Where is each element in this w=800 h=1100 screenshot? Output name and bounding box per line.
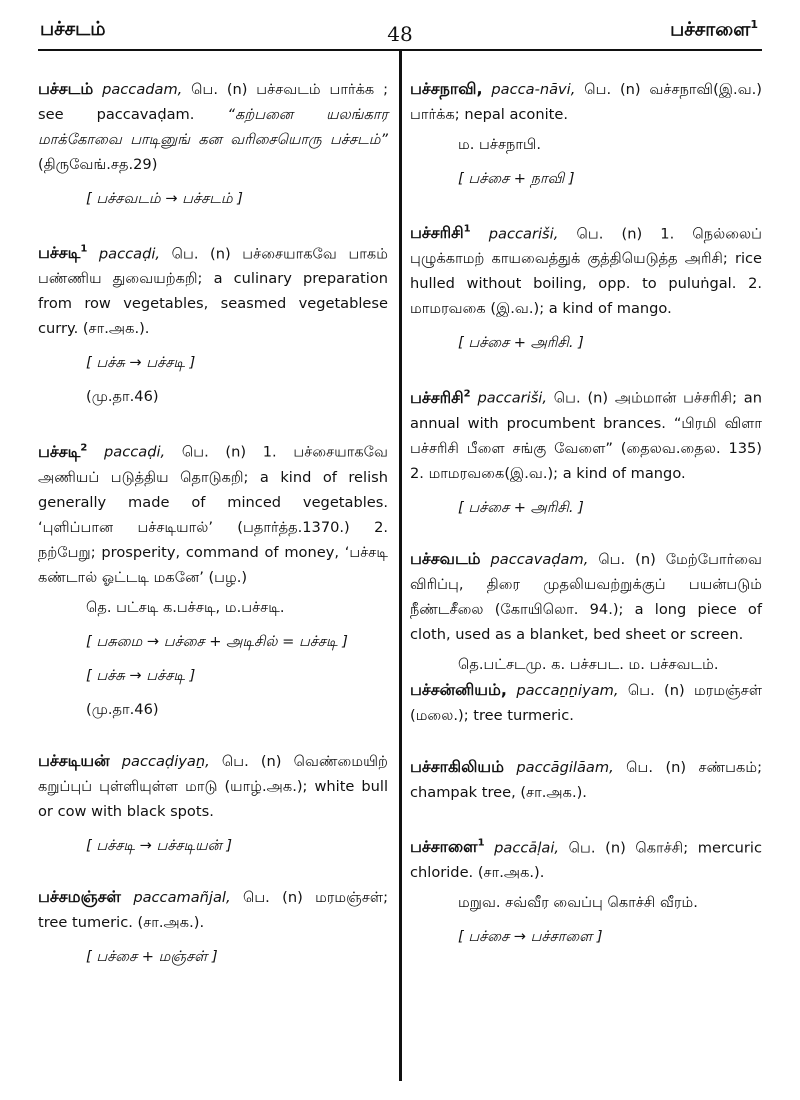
- entry-headword: பச்சாகிலியம்: [410, 756, 504, 776]
- entry-headword: பச்சரிசி$^1$: [410, 223, 471, 243]
- column-divider: [399, 51, 402, 1081]
- entry-transliteration: paccaṉṉiyam,: [516, 681, 619, 699]
- dictionary-entry: [38, 435, 388, 721]
- entry-headword: பச்சன்னியம்,: [410, 679, 507, 699]
- entry-definition: பெ. (n) பச்சவடம் பார்க்க ; see paccavaḍam.: [38, 81, 388, 123]
- entry-quotation: “கற்பனை யலங்கார மாக்கோவை பாடினுங் கன வரிசையொரு பச்சடம்”: [38, 106, 388, 148]
- dictionary-entry: [38, 884, 388, 969]
- entry-etymology: [ பச்சை → பச்சாளை ]: [458, 927, 603, 945]
- dictionary-entry: [410, 381, 762, 519]
- entry-etymology: [ பச்சடி → பச்சடியன் ]: [86, 836, 233, 854]
- entry-transliteration: pacca-nāvi,: [491, 81, 576, 98]
- entry-transliteration: paccariši,: [477, 389, 547, 407]
- entry-etymology: [ பச்சை + அரிசி. ]: [458, 498, 584, 516]
- entry-definition: பெ. (n) மரமஞ்சள் (மலை.); tree turmeric.: [410, 681, 762, 724]
- dictionary-entry: [410, 76, 762, 191]
- left-column: [38, 58, 388, 969]
- entry-transliteration: paccāgilāam,: [516, 758, 614, 776]
- entry-etymology: [ பச்சு → பச்சடி ]: [86, 354, 196, 372]
- entry-cognates: தெ. பட்சடி க.பச்சடி, ம.பச்சடி.: [86, 598, 285, 616]
- dictionary-entry: [410, 831, 762, 949]
- entry-headword: பச்சடி$^1$: [38, 243, 88, 263]
- entry-headword: பச்சரிசி$^2$: [410, 387, 471, 407]
- entry-etymology: [ பச்சை + அரிசி. ]: [458, 334, 584, 352]
- entry-definition: பெ. (n) அம்மான் பச்சரிசி; an annual with procumbent brances. “பிரமி விளா பச்சரிசி பீளை சங்கு வேளை” (தைலவ.தைல. 135) 2. மாமரவகை(இ.வ.); a kind of mango.: [410, 389, 763, 482]
- dictionary-entry: [38, 748, 388, 858]
- entry-etymology: [ பச்சை + நாவி ]: [458, 170, 575, 187]
- entry-cognates: தெ.பட்சடமு. க. பச்சபட. ம. பச்சவடம்.: [458, 655, 719, 673]
- entry-definition: பெ. (n) மேற்போர்வை விரிப்பு, திரை முதலியவற்றுக்குப் பயன்படும் நீண்டசீலை (கோயிலொ. 94.); a long piece of cloth, used as a blanket, bed sheet or screen.: [410, 550, 763, 643]
- entry-definition: பெ. (n) பச்சையாகவே பாகம் பண்ணிய துவையற்கறி; a culinary preparation from row vegetables, seasmed vegetablese curry. (சா.அக.).: [38, 245, 389, 338]
- entry-transliteration: paccaḍiyaṉ,: [121, 752, 210, 770]
- entry-headword: பச்சமஞ்சள்: [38, 886, 121, 906]
- entry-definition: பெ. (n) வச்சநாவி(இ.வ.) பார்க்க; nepal aconite.: [410, 81, 762, 123]
- entry-definition: பெ. (n) மரமஞ்சள்; tree tumeric. (சா.அக.).: [38, 888, 389, 931]
- right-column: [410, 58, 762, 949]
- dictionary-entry: [410, 677, 762, 728]
- dictionary-entry: [410, 546, 762, 677]
- entry-transliteration: paccavaḍam,: [490, 550, 589, 568]
- entry-definition: பெ. (n) வெண்மையிற் கறுப்புப் புள்ளியுள்ள மாடு (யாழ்.அக.); white bull or cow with black spots.: [38, 752, 388, 820]
- right-guide-word: பச்சாளை$^1$: [670, 18, 758, 41]
- entry-definition: பெ. (n) 1. நெல்லைப் புழுக்காமற் காயவைத்துக் குத்தியெடுத்த அரிசி; rice hulled without boiling, opp. to puluṅgal. 2. மாமரவகை (இ.வ.); a kind of mango.: [410, 225, 763, 318]
- entry-transliteration: paccadam,: [102, 81, 183, 98]
- entry-synonyms: மறுவ. சவ்வீர வைப்பு கொச்சி வீரம்.: [458, 893, 698, 911]
- page-number: 48: [387, 22, 413, 46]
- entry-definition: பெ. (n) சண்பகம்; champak tree, (சா.அக.).: [410, 758, 763, 801]
- left-guide-word: பச்சடம்: [40, 18, 106, 40]
- entry-headword: பச்சடி$^2$: [38, 441, 88, 461]
- entry-definition: பெ. (n) 1. பச்சையாகவே அணியப் படுத்திய தொடுகறி; a kind of relish generally made of minced vegetables. ‘புளிப்பான பச்சடியால்’ (பதார்த்த.1370.) 2. நற்பேறு; prosperity, command of money, ‘பச்சடி கண்டால் ஓட்டடி மகனே’ (பழ.): [38, 443, 389, 586]
- entry-transliteration: paccaḍi,: [98, 245, 161, 263]
- entry-transliteration: paccariši,: [488, 225, 559, 243]
- entry-etymology: [ பச்சு → பச்சடி ]: [86, 666, 196, 684]
- entry-cognates: ம. பச்சநாபி.: [458, 136, 541, 153]
- dictionary-entry: [38, 76, 388, 211]
- entry-headword: பச்சநாவி,: [410, 79, 483, 98]
- entry-headword: பச்சடியன்: [38, 750, 110, 770]
- entry-definition: பெ. (n) கொச்சி; mercuric chloride. (சா.அக.).: [410, 838, 762, 881]
- entry-source-note: (மு.தா.46): [86, 700, 159, 718]
- entry-headword: பச்சாளை$^1$: [410, 836, 485, 856]
- dictionary-entry: [410, 217, 762, 355]
- dictionary-entry: [38, 237, 388, 409]
- entry-etymology: [ பசுமை → பச்சை + அடிசில் = பச்சடி ]: [86, 632, 348, 650]
- entry-transliteration: paccāḷai,: [494, 838, 560, 856]
- entry-headword: பச்சடம்: [38, 79, 94, 98]
- entry-etymology: [ பச்சை + மஞ்சள் ]: [86, 947, 218, 965]
- dictionary-entry: [410, 754, 762, 805]
- entry-reference: (திருவேங்.சத.29): [38, 156, 158, 173]
- entry-etymology: [ பச்சவடம் → பச்சடம் ]: [86, 190, 243, 207]
- entry-headword: பச்சவடம்: [410, 548, 481, 568]
- entry-transliteration: paccamañjal,: [133, 888, 231, 906]
- entry-source-note: (மு.தா.46): [86, 388, 159, 406]
- entry-transliteration: paccaḍi,: [104, 443, 166, 461]
